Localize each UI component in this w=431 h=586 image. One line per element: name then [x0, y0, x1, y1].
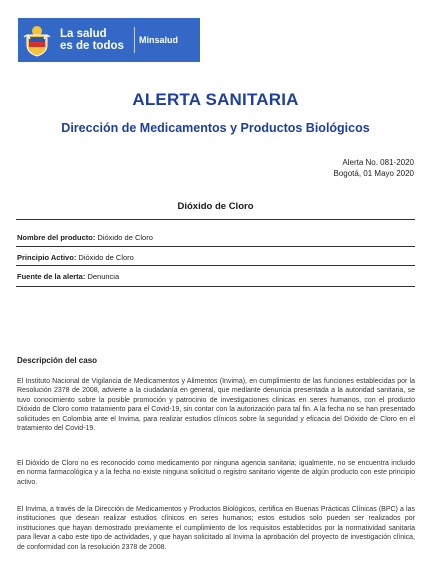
coat-of-arms-icon: [22, 23, 52, 57]
brand-name: Minsalud: [139, 35, 179, 45]
case-paragraph: El Invima, a través de la Dirección de Medicamentos y Productos Biológicos, certifica en Buenas Prácticas Clínicas (BPC) a las instituciones que desean realizar estudios clínicos en seres humanos; estos estudios solo pueden ser realizados por instituciones que hayan demostrado previamente el cumplimiento de los requisitos establecidos por la normatividad sanitaria para llevar a cabo este tipo de actividades, y que hayan solicitado al Invima la aprobación del proyecto de investigación clínica, de conformidad con la resolución 2378 de 2008.: [17, 506, 415, 551]
field-label: Principio Activo:: [17, 253, 77, 262]
divider: [16, 265, 415, 266]
slogan: [60, 28, 132, 52]
brand-divider: [134, 27, 135, 53]
case-paragraph: El Dióxido de Cloro no es reconocido como medicamento por ninguna agencia sanitaria; igualmente, no se encuentra incluido en norma farmacológica y a la fecha no existe ninguna solicitud o registro sanitario vigente de algún producto con este principio activo.: [17, 460, 415, 486]
slogan-line-1: La salud: [60, 28, 107, 40]
alert-number: Alerta No. 081-2020: [342, 158, 414, 167]
field-label: Nombre del producto:: [17, 233, 96, 242]
alert-date: Bogotá, 01 Mayo 2020: [333, 169, 414, 178]
divider: [16, 286, 415, 287]
page-subtitle: Dirección de Medicamentos y Productos Biológicos: [61, 121, 370, 135]
field-alert-source: [17, 272, 119, 281]
case-heading: Descripción del caso: [17, 356, 98, 365]
field-active-ingredient: [17, 253, 134, 262]
header-banner: [18, 18, 200, 62]
product-heading: Dióxido de Cloro: [177, 201, 254, 212]
field-label: Fuente de la alerta:: [17, 272, 86, 281]
case-paragraph: El Instituto Nacional de Vigilancia de Medicamentos y Alimentos (Invima), en cumplimiento de las funciones establecidas por la Resolución 2378 de 2008, advierte a la ciudadanía en general, que mediante denuncia presentada a la autoridad sanitaria, se tuvo conocimiento sobre la posible promoción y patrocinio de investigaciones clínicas en seres humanos, con el producto Dióxido de Cloro como tratamiento para el Covid-19, sin contar con la autorización para tal fin. A la fecha no se han presentado solicitudes en Colombia ante el Invima, para realizar estudios clínicos sobre la seguridad y eficacia del Dióxido de Cloro en el tratamiento del Covid-19.: [17, 378, 415, 433]
field-value: Dióxido de Cloro: [76, 253, 134, 262]
divider: [16, 246, 415, 247]
alert-meta: [333, 157, 414, 179]
field-value: Dióxido de Cloro: [95, 233, 153, 242]
field-value: Denuncia: [85, 272, 120, 281]
field-product-name: [17, 233, 153, 242]
slogan-line-2: es de todos: [60, 40, 124, 52]
page-title: ALERTA SANITARIA: [132, 90, 299, 109]
divider: [16, 219, 415, 220]
